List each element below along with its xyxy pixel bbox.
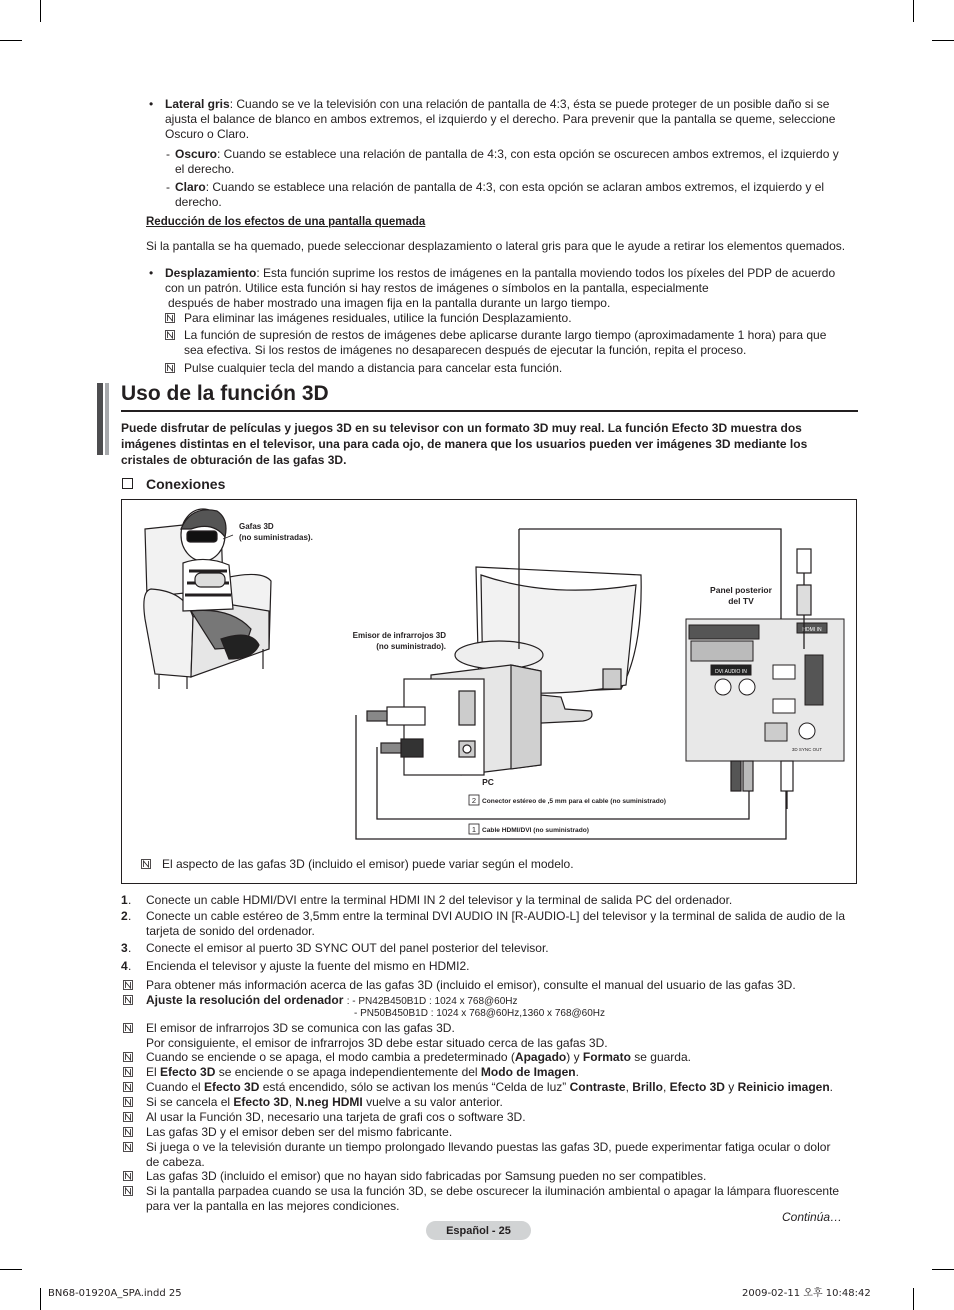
section-title: Uso de la función 3D — [121, 382, 329, 405]
footer-file: BN68-01920A_SPA.indd 25 — [48, 1288, 182, 1299]
cable-number: 2 — [471, 796, 477, 805]
note-icon — [123, 1127, 133, 1137]
crop-mark — [40, 0, 41, 22]
note-bold: Ajuste la resolución del ordenador — [146, 993, 344, 1007]
note-text: Las gafas 3D y el emisor deben ser del mismo fabricante. — [146, 1125, 453, 1139]
note-text: Cuando el Efecto 3D está encendido, sólo se activan los menús “Celda de luz” Contraste, Brillo, Efecto 3D y Reinicio imagen. — [146, 1080, 834, 1094]
dash: - — [166, 180, 170, 194]
panel-label: Panel posterior — [710, 585, 772, 595]
tv-rear-panel — [686, 619, 844, 761]
gafas-label: (no suministradas). — [239, 533, 313, 542]
step-number: 2 — [121, 909, 128, 923]
port-label: 3D SYNC OUT — [791, 747, 823, 752]
checkbox-icon — [122, 478, 133, 489]
step-text: Conecte un cable estéreo de 3,5mm entre la terminal DVI AUDIO IN [R-AUDIO-L] del televisor y la terminal de salida de audio de la tarjeta de sonido del ordenador. — [146, 909, 845, 938]
note-text: Pulse cualquier tecla del mando a distancia para cancelar esta función. — [184, 361, 563, 375]
note-text: Para eliminar las imágenes residuales, utilice la función Desplazamiento. — [184, 311, 572, 325]
crop-mark — [932, 1269, 954, 1270]
note-text: Las gafas 3D (incluido el emisor) que no hayan sido fabricadas por Samsung pueden no ser compatibles. — [146, 1169, 707, 1183]
reduccion-text: Si la pantalla se ha quemado, puede seleccionar desplazamiento o lateral gris para que le ayude a retirar los elementos quemados. — [146, 239, 846, 253]
note-icon — [123, 1186, 133, 1196]
page-number: Español - 25 — [446, 1225, 511, 1237]
lateral-gris-title: Lateral gris — [165, 97, 230, 111]
crop-mark — [913, 1288, 914, 1310]
step-number-dot: . — [128, 909, 132, 923]
conexiones-heading: Conexiones — [146, 476, 226, 492]
panel-label: del TV — [728, 596, 754, 606]
note-icon — [123, 1067, 133, 1077]
note-text: La función de supresión de restos de imágenes debe aplicarse durante largo tiempo (aproximadamente 1 hora) para que sea efectiva. Si los restos de imágenes no desaparecen después de ejecutar la función, repita el proceso. — [184, 328, 827, 357]
step-number: 3 — [121, 941, 128, 955]
crop-mark — [0, 1269, 22, 1270]
note-text: Ajuste la resolución del ordenador : - PN42B450B1D : 1024 x 768@60Hz — [146, 993, 518, 1007]
note-icon — [165, 330, 175, 340]
cable-label: Conector estéreo de ,5 mm para el cable (no suministrado) — [482, 798, 666, 805]
note-text: - PN50B450B1D : 1024 x 768@60Hz,1360 x 768@60Hz — [354, 1008, 606, 1019]
port-label: HDMI IN — [802, 627, 822, 633]
desplazamiento-title: Desplazamiento — [165, 266, 257, 280]
dash: - — [166, 147, 170, 161]
crop-mark — [932, 40, 954, 41]
section-bar-dark — [97, 383, 103, 455]
ir-emitter — [455, 641, 543, 669]
bullet: • — [149, 97, 154, 111]
step-number: 1 — [121, 893, 128, 907]
footer-date: 2009-02-11 오후 10:48:42 — [742, 1288, 871, 1299]
note-icon — [123, 1097, 133, 1107]
note-icon — [123, 980, 133, 990]
desplazamiento-paragraph: Desplazamiento: Esta función suprime los restos de imágenes en la pantalla moviendo todos los píxeles del PDP de acuerdo con un patrón. Utilice esta función si hay restos de imágenes o símbolos en la pantalla, especialmente después de haber mostrado una imagen fija en la pantalla durante un largo tiempo. — [165, 266, 836, 310]
cable-label: Cable HDMI/DVI (no suministrado) — [482, 827, 589, 834]
step-number-dot: . — [128, 893, 132, 907]
section-intro: Puede disfrutar de películas y juegos 3D en su televisor con un formato 3D muy real. La función Efecto 3D muestra dos imágenes distintas en el televisor, una para cada ojo, de manera que los usuarios pueden ver imágenes 3D mediante los cristales de obturación de las gafas 3D. — [121, 421, 808, 467]
note-text: Para obtener más información acerca de las gafas 3D (incluido el emisor), consulte el manual del usuario de las gafas 3D. — [146, 978, 796, 992]
note-text: Al usar la Función 3D, necesario una tarjeta de grafi cos o software 3D. — [146, 1110, 526, 1124]
continua-text: Continúa… — [782, 1210, 843, 1224]
crop-mark — [40, 1288, 41, 1310]
step-text: Encienda el televisor y ajuste la fuente del mismo en HDMI2. — [146, 959, 470, 973]
step-text: Conecte el emisor al puerto 3D SYNC OUT del panel posterior del televisor. — [146, 941, 549, 955]
emisor-label: (no suministrado). — [376, 642, 446, 651]
note-icon — [123, 1082, 133, 1092]
gafas-label: Gafas 3D — [239, 522, 274, 531]
note-icon — [165, 313, 175, 323]
note-text: El Efecto 3D se enciende o se apaga independientemente del Modo de Imagen. — [146, 1065, 579, 1079]
step-number: 4 — [121, 959, 128, 973]
cable-number: 1 — [471, 825, 477, 834]
connection-diagram — [121, 499, 857, 884]
note-icon — [123, 995, 133, 1005]
note-icon — [165, 363, 175, 373]
lateral-gris-paragraph: Lateral gris: Cuando se ve la televisión con una relación de pantalla de 4:3, ésta se puede proteger de un posible daño si se ajusta el balance de blanco en ambos extremos, el izquierdo y el derecho. Para prevenir que la pantalla se queme, seleccione Oscuro o Claro. — [165, 97, 836, 141]
note-text: Si se cancela el Efecto 3D, N.neg HDMI vuelve a su valor anterior. — [146, 1095, 503, 1109]
note-text: El emisor de infrarrojos 3D se comunica con las gafas 3D. Por consiguiente, el emisor de infrarrojos 3D debe estar situado cerca de las gafas 3D. — [146, 1021, 608, 1050]
step-number-dot: . — [128, 959, 132, 973]
oscuro-paragraph: Oscuro: Cuando se establece una relación de pantalla de 4:3, con esta opción se oscurecen ambos extremos, el izquierdo y el derecho. — [175, 147, 839, 176]
note-icon — [123, 1142, 133, 1152]
claro-title: Claro — [175, 180, 206, 194]
note-text: Si la pantalla parpadea cuando se usa la función 3D, se debe oscurecer la iluminación ambiental o apagar la lámpara fluorescente para ver la pantalla en las mejores condiciones. — [146, 1184, 840, 1213]
reduccion-heading: Reducción de los efectos de una pantalla quemada — [146, 216, 426, 228]
oscuro-title: Oscuro — [175, 147, 218, 161]
note-icon — [123, 1052, 133, 1062]
crop-mark — [913, 0, 914, 22]
note-icon — [123, 1112, 133, 1122]
crop-mark — [0, 40, 22, 41]
step-number-dot: . — [128, 941, 132, 955]
bullet: • — [149, 266, 154, 280]
step-text: Conecte un cable HDMI/DVI entre la terminal HDMI IN 2 del televisor y la terminal de salida PC del ordenador. — [146, 893, 733, 907]
note-icon — [123, 1023, 133, 1033]
note-text: Cuando se enciende o se apaga, el modo cambia a predeterminado (Apagado) y Formato se guarda. — [146, 1050, 691, 1064]
section-bar-light — [105, 383, 109, 455]
claro-paragraph: Claro: Cuando se establece una relación de pantalla de 4:3, con esta opción se aclaran ambos extremos, el izquierdo y el derecho. — [175, 180, 825, 209]
emisor-label: Emisor de infrarrojos 3D — [352, 631, 446, 640]
note-icon — [123, 1171, 133, 1181]
port-label: DVI AUDIO IN — [715, 669, 747, 675]
note-icon — [141, 859, 151, 869]
diagram-note: El aspecto de las gafas 3D (incluido el emisor) puede variar según el modelo. — [162, 857, 574, 871]
note-text: Si juega o ve la televisión durante un tiempo prolongado llevando puestas las gafas 3D, puede experimentar fatiga ocular o dolor de cabeza. — [146, 1140, 831, 1169]
pc-label: PC — [482, 777, 494, 787]
section-rule — [121, 410, 858, 412]
